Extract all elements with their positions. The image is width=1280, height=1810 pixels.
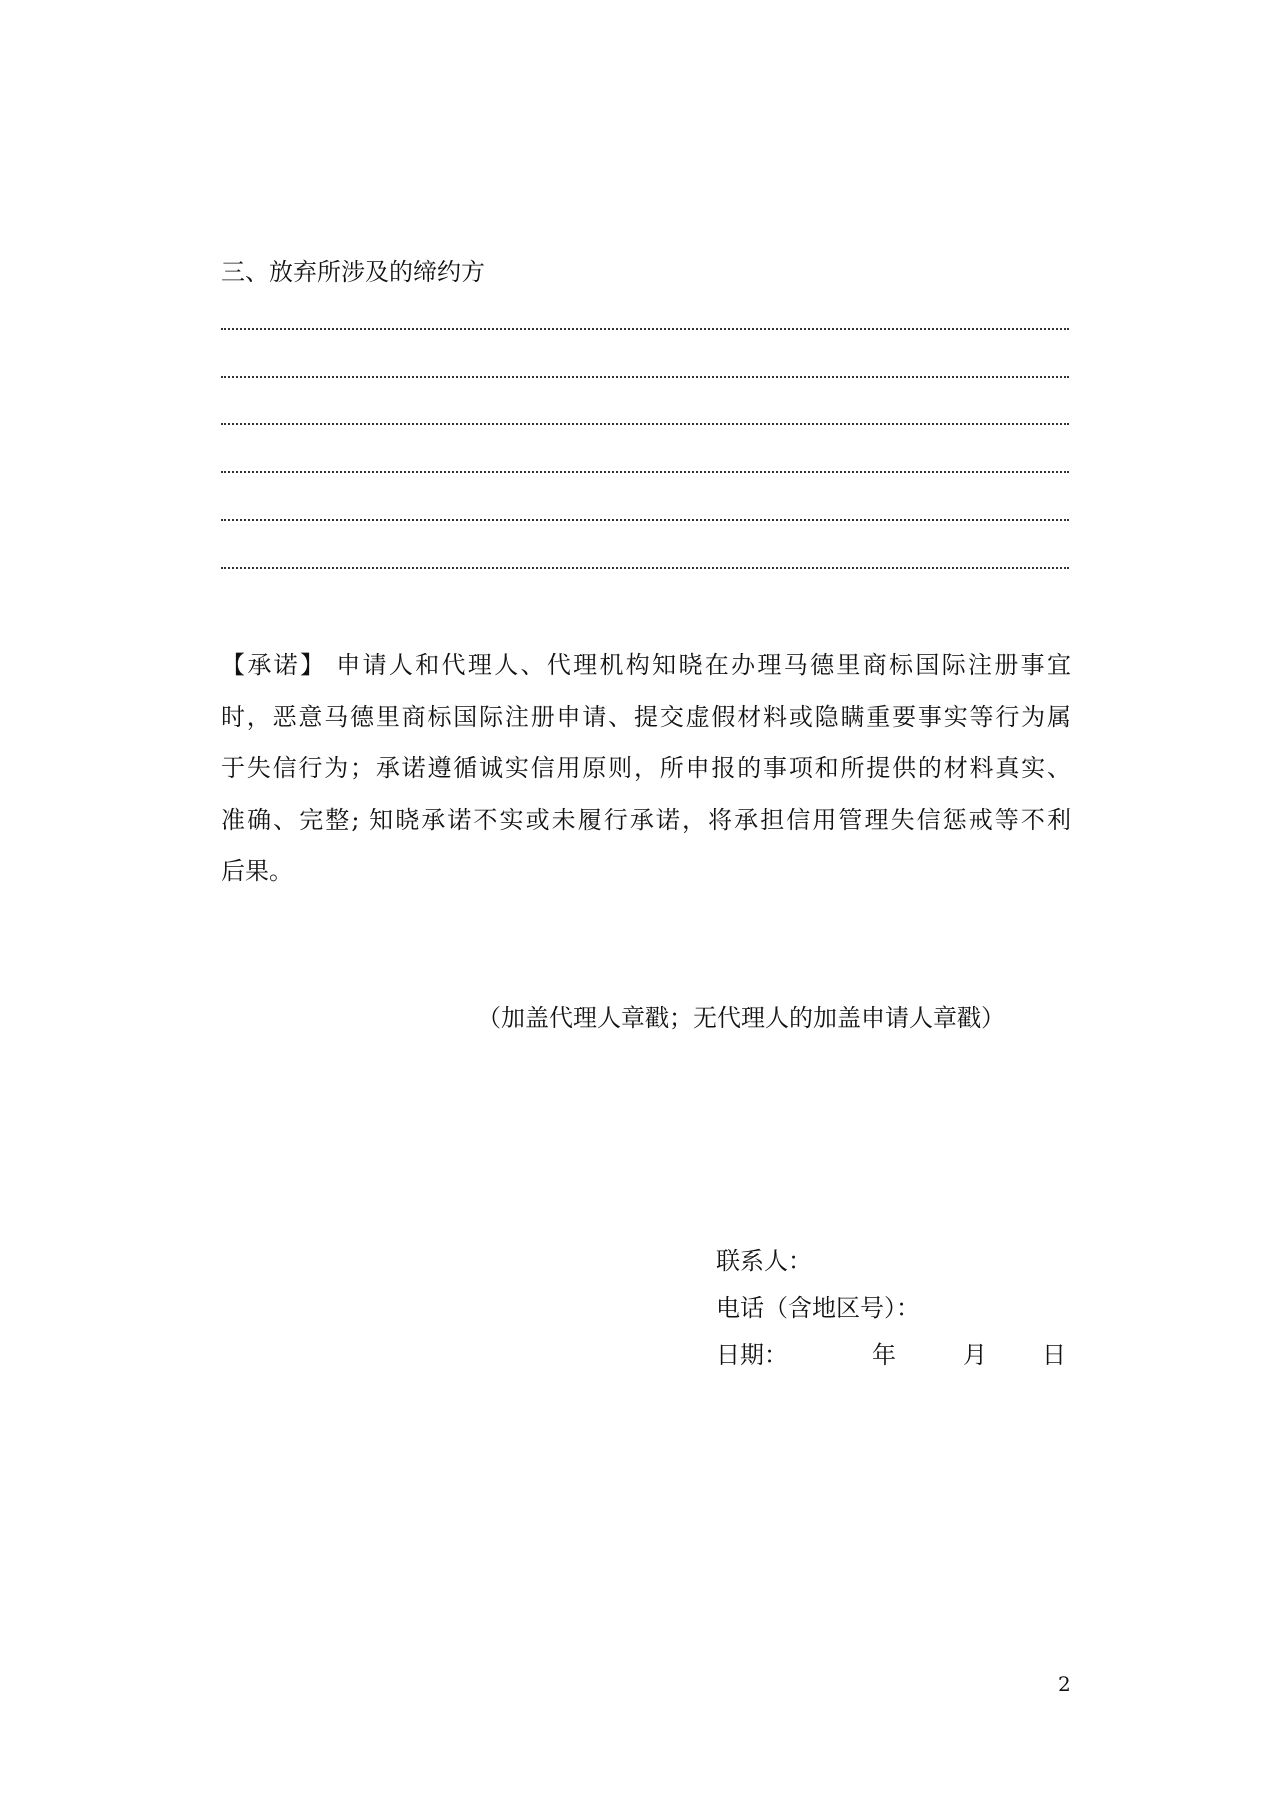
stamp-note: （加盖代理人章戳；无代理人的加盖申请人章戳）: [477, 1004, 1005, 1032]
contact-person-label: 联系人：: [716, 1247, 812, 1275]
blank-line[interactable]: [221, 519, 1069, 521]
date-label: 日期：: [716, 1341, 788, 1369]
blank-line[interactable]: [221, 376, 1069, 378]
phone-label: 电话（含地区号）：: [716, 1294, 920, 1322]
commitment-line: 准确、完整; 知晓承诺不实或未履行承诺，将承担信用管理失信惩戒等不利: [221, 805, 1071, 834]
section-heading: 三、放弃所涉及的缔约方: [221, 258, 485, 286]
commitment-paragraph: [221, 640, 1071, 898]
commitment-line: 于失信行为；承诺遵循诚实信用原则，所申报的事项和所提供的材料真实、: [221, 754, 1071, 782]
blank-line[interactable]: [221, 567, 1069, 569]
commitment-line: 【承诺】 申请人和代理人、代理机构知晓在办理马德里商标国际注册事宜: [221, 651, 1071, 679]
commitment-line: 后果。: [221, 857, 293, 885]
commitment-line: 时，恶意马德里商标国际注册申请、提交虚假材料或隐瞒重要事实等行为属: [221, 702, 1071, 731]
blank-line[interactable]: [221, 423, 1069, 425]
blank-line[interactable]: [221, 328, 1069, 330]
month-label: 月: [963, 1341, 987, 1369]
blank-line[interactable]: [221, 471, 1069, 473]
day-label: 日: [1042, 1341, 1066, 1369]
year-label: 年: [872, 1341, 896, 1369]
page-number: 2: [1058, 1672, 1071, 1696]
